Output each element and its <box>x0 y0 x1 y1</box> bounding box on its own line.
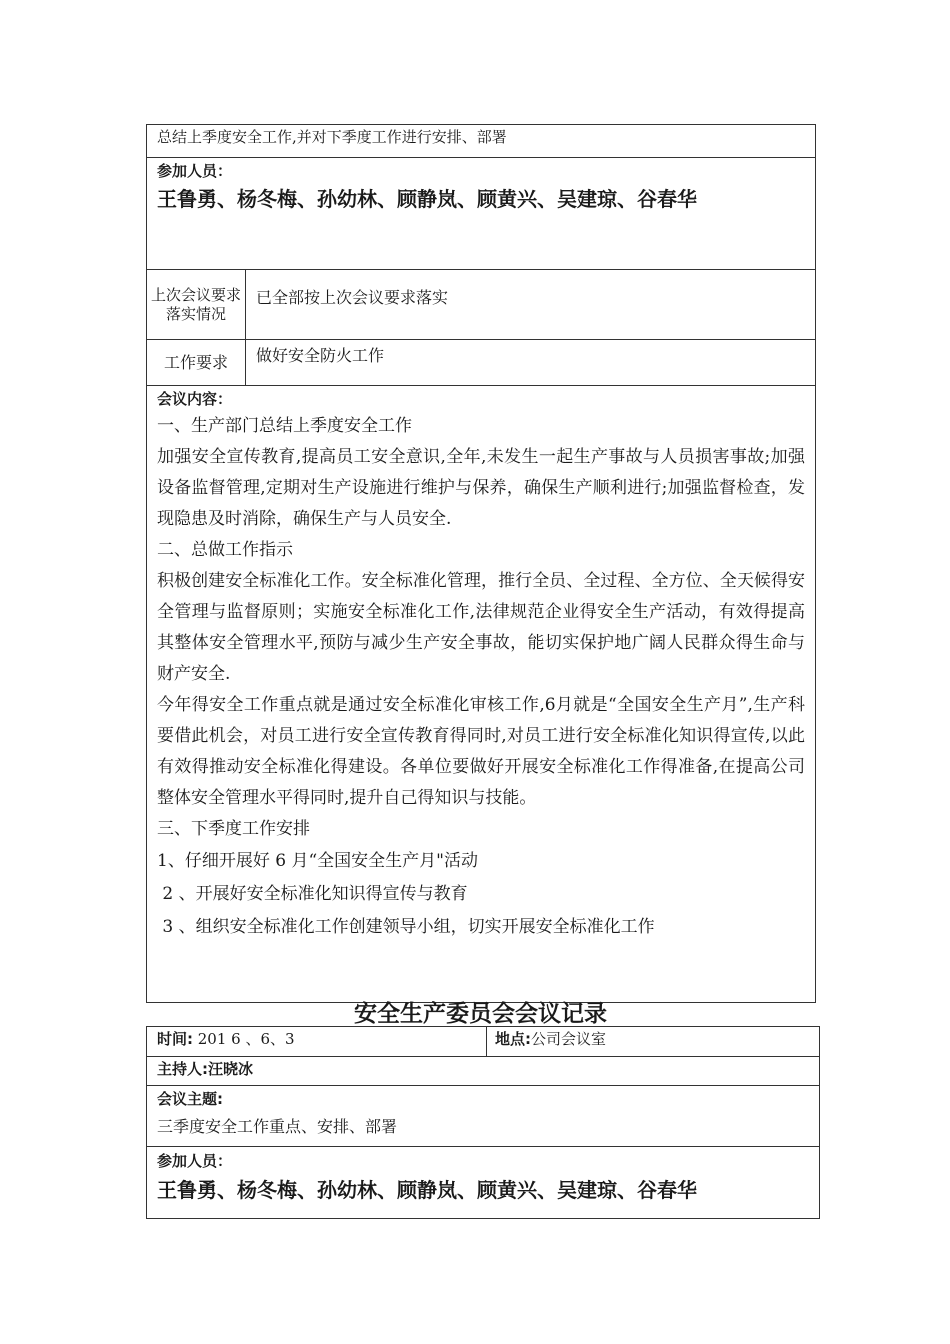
topic-cell <box>147 125 816 158</box>
topic2-cell <box>147 1086 820 1147</box>
work-req-value: 做好安全防火工作 <box>256 346 385 365</box>
new-record-table <box>146 1026 820 1219</box>
place-value: 公司会议室 <box>531 1030 607 1048</box>
time-cell <box>147 1027 487 1057</box>
host-value: 汪晓冰 <box>208 1060 254 1078</box>
attendees2-label: 参加人员： <box>157 1152 233 1170</box>
attendees-label: 参加人员： <box>157 162 233 180</box>
host-label: 主持人: <box>157 1060 208 1078</box>
last-meeting-label: 上次会议要求落实情况 <box>151 285 242 323</box>
work-req-value-cell <box>246 340 816 386</box>
attendees2-cell <box>147 1147 820 1219</box>
topic2-value: 三季度安全工作重点、安排、部署 <box>157 1117 398 1136</box>
meeting-content-cell <box>147 386 816 1003</box>
host-cell <box>147 1057 820 1086</box>
last-meeting-value-cell <box>246 270 816 340</box>
content-para-8: 2 、开展好安全标准化知识得宣传与教育 <box>157 884 468 904</box>
content-para-4: 积极创建安全标准化工作。安全标准化管理，推行全员、全过程、全方位、全天候得安全管理与监督原则；实施安全标准化工作,法律规范企业得安全生产活动，有效得提高其整体安全管理水平,预防与减少生产安全事故，能切实保护地广阔人民群众得生命与财产安全. <box>157 571 805 684</box>
content-para-7: 1、仔细开展好 6 月“全国安全生产月"活动 <box>157 851 478 871</box>
content-para-3: 二、总做工作指示 <box>157 540 293 560</box>
attendees-names: 王鲁勇、杨冬梅、孙幼林、顾静岚、顾黄兴、吴建琼、谷春华 <box>157 187 697 211</box>
attendees2-names: 王鲁勇、杨冬梅、孙幼林、顾静岚、顾黄兴、吴建琼、谷春华 <box>157 1178 697 1202</box>
time-label: 时间: <box>157 1030 193 1048</box>
record-title: 安全生产委员会会议记录 <box>354 1001 607 1027</box>
continued-record-table <box>146 124 816 1003</box>
last-meeting-label-cell <box>147 270 246 340</box>
place-cell <box>487 1027 820 1057</box>
place-label: 地点: <box>495 1030 531 1048</box>
content-para-1: 一、生产部门总结上季度安全工作 <box>157 416 412 436</box>
content-label: 会议内容： <box>157 390 233 408</box>
attendees-cell <box>147 158 816 270</box>
content-para-2: 加强安全宣传教育,提高员工安全意识,全年,未发生一起生产事故与人员损害事故;加强设备监督管理,定期对生产设施进行维护与保养，确保生产顺利进行;加强监督检查，发现隐患及时消除，确保生产与人员安全. <box>157 447 805 529</box>
last-meeting-value: 已全部按上次会议要求落实 <box>256 288 449 307</box>
topic2-label: 会议主题: <box>157 1090 223 1108</box>
content-para-9: 3 、组织安全标准化工作创建领导小组，切实开展安全标准化工作 <box>157 917 655 937</box>
content-para-5: 今年得安全工作重点就是通过安全标准化审核工作,6月就是“全国安全生产月”,生产科要借此机会，对员工进行安全宣传教育得同时,对员工进行安全标准化知识得宣传,以此有效得推动安全标准化得建设。各单位要做好开展安全标准化工作得准备,在提高公司整体安全管理水平得同时,提升自己得知识与技能。 <box>157 695 805 808</box>
content-para-6: 三、下季度工作安排 <box>157 819 310 839</box>
work-req-label-cell <box>147 340 246 386</box>
work-req-label: 工作要求 <box>163 352 228 372</box>
topic-text: 总结上季度安全工作,并对下季度工作进行安排、部署 <box>157 128 507 146</box>
time-value: 201 6 、6、3 <box>193 1030 295 1048</box>
